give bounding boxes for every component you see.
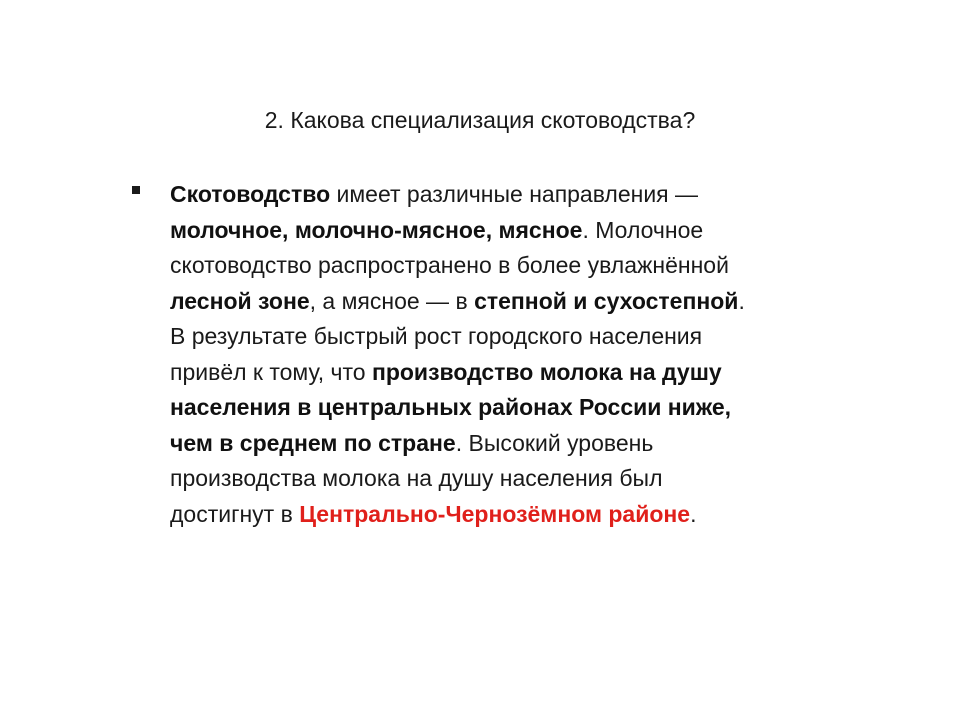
text-line (170, 284, 810, 320)
plain-text: привёл к тому, что (170, 358, 372, 385)
highlighted-text: Центрально-Чернозёмном районе (299, 500, 691, 527)
bold-text: молочное, молочно-мясное, мясное (170, 216, 583, 243)
bullet-marker (132, 186, 140, 194)
plain-text: имеет различные направления — (330, 181, 699, 207)
text-line (170, 390, 810, 426)
plain-text: . (738, 287, 745, 314)
bold-text: производство молока на душу (371, 358, 722, 385)
bold-text: лесной зоне (170, 287, 310, 314)
bold-text: степной и сухостепной (474, 287, 739, 314)
text-line (170, 355, 810, 391)
text-line (170, 497, 810, 533)
bullet-text (170, 177, 810, 532)
bold-text: населения в центральных районах России ниже, (170, 394, 732, 420)
text-line (170, 177, 810, 213)
plain-text: скотоводство распространено в более увлажнённой (170, 252, 729, 278)
text-line (170, 213, 810, 249)
text-line (170, 426, 810, 462)
text-line (170, 461, 810, 497)
plain-text: , а мясное — в (309, 287, 475, 314)
plain-text: . (690, 500, 697, 527)
text-line (170, 248, 810, 284)
bold-text: Скотоводство (170, 181, 331, 207)
plain-text: . Высокий уровень (455, 429, 654, 456)
bold-text: чем в среднем по стране (170, 429, 456, 456)
plain-text: производства молока на душу населения был (170, 465, 663, 491)
text-line (170, 319, 810, 355)
slide-title: 2. Какова специализация скотоводства? (264, 107, 696, 133)
plain-text: В результате быстрый рост городского населения (170, 323, 703, 349)
plain-text: достигнут в (170, 500, 300, 527)
plain-text: . Молочное (582, 216, 704, 243)
